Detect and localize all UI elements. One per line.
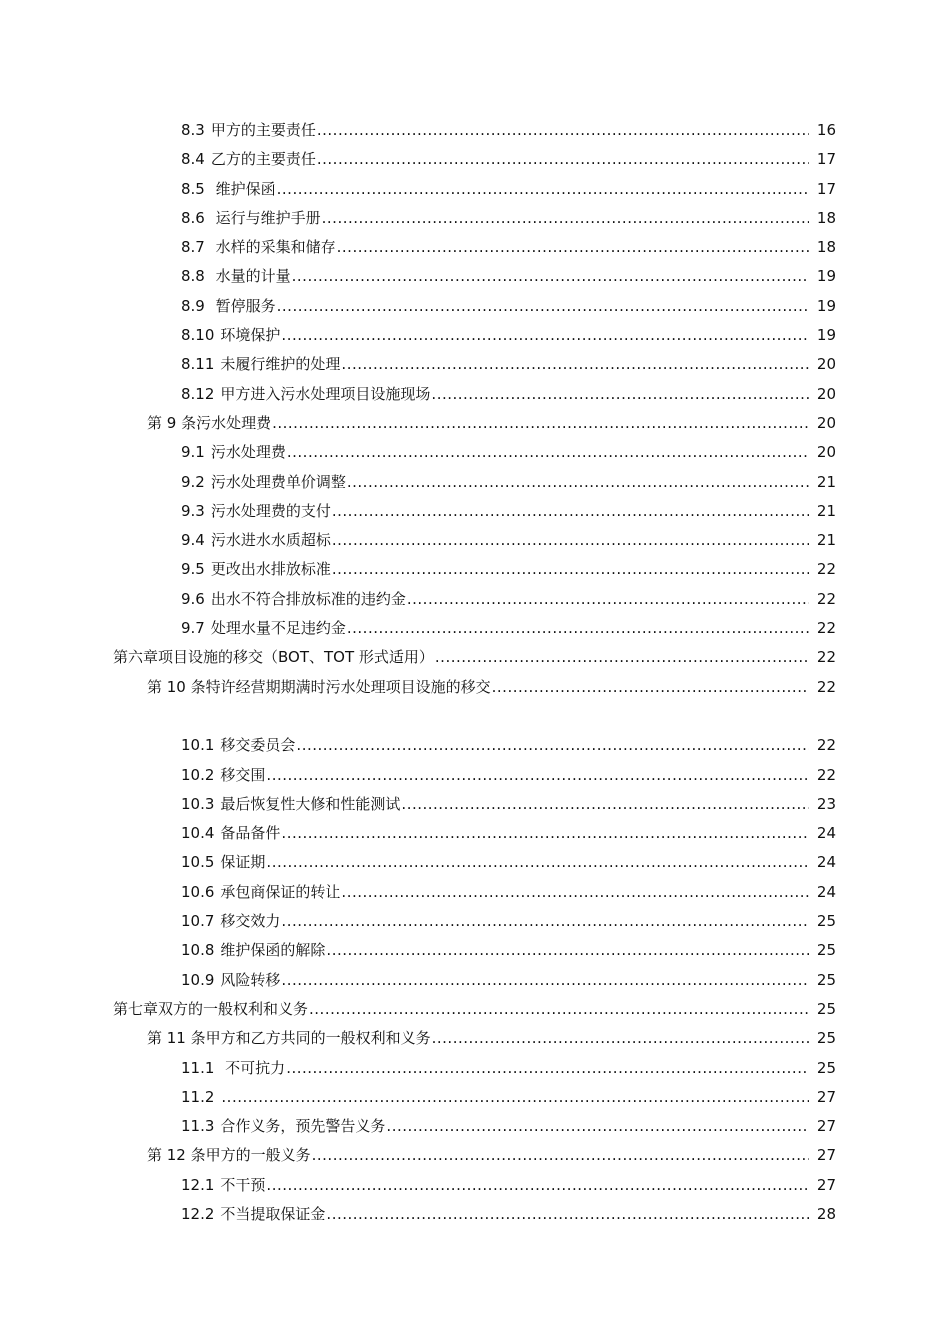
toc-entry[interactable]: [0, 643, 950, 672]
toc-entry-title: 移交效力: [220, 912, 281, 931]
toc-entry-title: 污水进水水质超标: [210, 531, 331, 550]
dot-leader: [272, 409, 809, 438]
toc-entry-number: 9.5: [181, 560, 205, 579]
dot-leader: [309, 995, 809, 1024]
toc-entry-number: 10.2: [181, 765, 215, 784]
toc-entry-text: [181, 585, 406, 614]
dot-leader: [281, 966, 809, 995]
toc-entry-title: 污水处理费单价调整: [210, 472, 346, 491]
toc-entry[interactable]: [0, 555, 950, 584]
toc-entry[interactable]: [0, 409, 950, 438]
toc-entry-title: 风险转移: [220, 970, 281, 989]
toc-entry-title: 甲方进入污水处理项目设施现场: [220, 384, 431, 403]
toc-entry-title: 第 12 条甲方的一般义务: [147, 1146, 311, 1165]
dot-leader: [281, 907, 809, 936]
toc-entry-page-number: 27: [816, 1117, 836, 1136]
toc-entry-page-number: 25: [816, 999, 836, 1018]
dot-leader: [286, 1054, 809, 1083]
toc-entry-title: 合作义务，预先警告义务: [220, 1117, 386, 1136]
toc-entry-title: 运行与维护手册: [210, 208, 321, 227]
dot-leader: [341, 878, 809, 907]
toc-entry-text: [181, 321, 280, 350]
toc-entry-page-number: 24: [816, 824, 836, 843]
toc-entry[interactable]: [0, 1141, 950, 1170]
toc-entry-title: 水量的计量: [210, 267, 291, 286]
toc-entry-page-number: 21: [816, 472, 836, 491]
toc-entry-title: 第七章双方的一般权利和义务: [113, 999, 309, 1018]
toc-entry-title: 第 10 条特许经营期期满时污水处理项目设施的移交: [147, 677, 491, 696]
toc-entry-page-number: 18: [816, 208, 836, 227]
toc-entry-page-number: 23: [816, 794, 836, 813]
toc-entry-title: 处理水量不足违约金: [210, 619, 346, 638]
toc-entry[interactable]: [0, 907, 950, 936]
toc-entry-text: [147, 409, 271, 438]
dot-leader: [281, 819, 809, 848]
toc-entry[interactable]: [0, 614, 950, 643]
toc-entry-text: [181, 1054, 285, 1083]
toc-entry-number: 8.6: [181, 208, 205, 227]
toc-entry-text: [181, 497, 331, 526]
toc-entry-number: 12.2: [181, 1204, 215, 1223]
toc-entry[interactable]: [0, 1024, 950, 1053]
toc-entry-text: [181, 731, 295, 760]
toc-entry-number: 8.9: [181, 296, 205, 315]
toc-entry-title: 暂停服务: [210, 296, 276, 315]
dot-leader: [221, 1083, 809, 1112]
toc-entry-title: 不干预: [220, 1175, 266, 1194]
toc-entry-title: 未履行维护的处理: [220, 355, 341, 374]
toc-entry-number: 9.7: [181, 619, 205, 638]
toc-entry[interactable]: [0, 1054, 950, 1083]
dot-leader: [326, 936, 809, 965]
toc-entry-text: [181, 1200, 325, 1229]
toc-entry[interactable]: [0, 380, 950, 409]
toc-entry-page-number: 20: [816, 413, 836, 432]
toc-entry-number: 10.6: [181, 882, 215, 901]
dot-leader: [326, 1200, 809, 1229]
toc-entry-page-number: 19: [816, 326, 836, 345]
toc-entry-text: [181, 350, 340, 379]
toc-entry-number: 11.2: [181, 1087, 215, 1106]
toc-entry-text: [181, 116, 316, 145]
toc-entry-title: 乙方的主要责任: [210, 150, 316, 169]
toc-entry-title: 第 11 条甲方和乙方共同的一般权利和义务: [147, 1029, 431, 1048]
dot-leader: [296, 731, 809, 760]
dot-leader: [266, 1171, 809, 1200]
toc-entry[interactable]: [0, 819, 950, 848]
toc-entry[interactable]: [0, 995, 950, 1024]
toc-entry-title: 污水处理费的支付: [210, 501, 331, 520]
toc-entry-page-number: 22: [816, 677, 836, 696]
toc-entry[interactable]: [0, 350, 950, 379]
dot-leader: [337, 233, 809, 262]
toc-entry-number: 9.2: [181, 472, 205, 491]
toc-entry-page-number: 20: [816, 355, 836, 374]
toc-entry[interactable]: [0, 1083, 950, 1112]
toc-entry-number: 8.10: [181, 326, 215, 345]
dot-leader: [332, 555, 809, 584]
toc-entry-text: [181, 819, 280, 848]
toc-entry-text: [181, 1083, 220, 1112]
toc-entry-title: 出水不符合排放标准的违约金: [210, 589, 406, 608]
toc-entry[interactable]: [0, 175, 950, 204]
toc-entry[interactable]: [0, 116, 950, 145]
toc-entry-text: [181, 907, 280, 936]
toc-entry-page-number: 16: [816, 121, 836, 139]
toc-entry-text: [113, 643, 434, 672]
toc-entry-number: 10.8: [181, 941, 215, 960]
toc-entry[interactable]: [0, 761, 950, 790]
toc-entry-page-number: 17: [816, 179, 836, 198]
toc-entry-number: 8.7: [181, 238, 205, 257]
dot-leader: [431, 380, 809, 409]
toc-entry-number: 9.6: [181, 589, 205, 608]
toc-entry-text: [181, 555, 331, 584]
toc-entry[interactable]: [0, 321, 950, 350]
toc-entry-page-number: 28: [816, 1204, 836, 1223]
toc-entry-text: [181, 468, 346, 497]
toc-entry-title: 移交围: [220, 765, 266, 784]
toc-entry[interactable]: [0, 936, 950, 965]
toc-entry-text: [147, 1024, 431, 1053]
toc-entry-page-number: 24: [816, 882, 836, 901]
dot-leader: [292, 262, 809, 291]
toc-entry-text: [181, 145, 316, 174]
dot-leader: [266, 761, 809, 790]
toc-entry-page-number: 24: [816, 853, 836, 872]
toc-entry-number: 10.9: [181, 970, 215, 989]
toc-entry-page-number: 22: [816, 648, 836, 667]
toc-entry-page-number: 27: [816, 1146, 836, 1165]
toc-entry-title: 甲方的主要责任: [210, 121, 316, 139]
toc-entry-number: 11.1: [181, 1058, 215, 1077]
toc-entry-page-number: 19: [816, 296, 836, 315]
dot-leader: [492, 673, 809, 702]
dot-leader: [317, 145, 809, 174]
toc-entry[interactable]: [0, 1112, 950, 1141]
dot-leader: [281, 321, 809, 350]
toc-entry[interactable]: [0, 790, 950, 819]
toc-entry-number: 10.1: [181, 736, 215, 755]
toc-entry-number: 9.3: [181, 501, 205, 520]
toc-entry-text: [181, 936, 325, 965]
dot-leader: [277, 175, 809, 204]
toc-entry-number: 10.4: [181, 824, 215, 843]
toc-entry[interactable]: [0, 731, 950, 760]
toc-entry-title: 备品备件: [220, 824, 281, 843]
toc-entry-page-number: 20: [816, 384, 836, 403]
dot-leader: [341, 350, 809, 379]
toc-entry[interactable]: [0, 233, 950, 262]
toc-entry-number: 10.3: [181, 794, 215, 813]
dot-leader: [432, 1024, 809, 1053]
dot-leader: [407, 585, 809, 614]
dot-leader: [287, 438, 809, 467]
toc-entry[interactable]: [0, 526, 950, 555]
toc-entry-title: 维护保函: [210, 179, 276, 198]
toc-entry-page-number: 20: [816, 443, 836, 462]
toc-entry-text: [181, 966, 280, 995]
toc-entry[interactable]: [0, 585, 950, 614]
toc-entry-text: [181, 1112, 385, 1141]
toc-entry-number: 11.3: [181, 1117, 215, 1136]
toc-entry-page-number: 19: [816, 267, 836, 286]
toc-entry-text: [181, 204, 321, 233]
dot-leader: [347, 468, 809, 497]
toc-entry[interactable]: [0, 438, 950, 467]
toc-entry-text: [181, 380, 430, 409]
toc-entry-text: [181, 848, 265, 877]
toc-entry[interactable]: [0, 145, 950, 174]
dot-leader: [317, 116, 809, 145]
toc-entry-page-number: 25: [816, 941, 836, 960]
toc-entry-number: 12.1: [181, 1175, 215, 1194]
toc-entry-number: 9.4: [181, 531, 205, 550]
toc-entry-page-number: 17: [816, 150, 836, 169]
toc-entry-page-number: 21: [816, 501, 836, 520]
toc-entry[interactable]: [0, 673, 950, 732]
toc-entry-title: 保证期: [220, 853, 266, 872]
toc-entry-text: [147, 673, 491, 702]
toc-entry-number: 9.1: [181, 443, 205, 462]
toc-entry[interactable]: [0, 262, 950, 291]
toc-entry-text: [181, 790, 400, 819]
toc-entry-number: 8.3: [181, 121, 205, 139]
dot-leader: [266, 848, 809, 877]
toc-entry-text: [181, 878, 340, 907]
toc-entry[interactable]: [0, 204, 950, 233]
toc-entry-number: 8.5: [181, 179, 205, 198]
dot-leader: [277, 292, 809, 321]
toc-entry-title: 移交委员会: [220, 736, 296, 755]
toc-entry-page-number: 25: [816, 1058, 836, 1077]
toc-entry-title: 最后恢复性大修和性能测试: [220, 794, 401, 813]
toc-entry[interactable]: [0, 848, 950, 877]
dot-leader: [401, 790, 809, 819]
toc-entry-title: 维护保函的解除: [220, 941, 326, 960]
toc-entry[interactable]: [0, 292, 950, 321]
toc-entry-page-number: 27: [816, 1175, 836, 1194]
toc-entry[interactable]: [0, 966, 950, 995]
toc-entry-title: 不当提取保证金: [220, 1204, 326, 1223]
toc-entry-text: [181, 438, 286, 467]
toc-entry-text: [181, 614, 346, 643]
toc-entry[interactable]: [0, 878, 950, 907]
toc-entry-text: [181, 292, 276, 321]
toc-entry-title: 水样的采集和储存: [210, 238, 336, 257]
dot-leader: [386, 1112, 809, 1141]
dot-leader: [312, 1141, 809, 1170]
toc-entry-number: 8.11: [181, 355, 215, 374]
dot-leader: [332, 497, 809, 526]
toc-entry-text: [181, 1171, 265, 1200]
toc-entry-page-number: 18: [816, 238, 836, 257]
toc-entry-page-number: 22: [816, 589, 836, 608]
toc-entry-page-number: 22: [816, 765, 836, 784]
dot-leader: [322, 204, 809, 233]
toc-entry-text: [181, 233, 336, 262]
toc-entry[interactable]: [0, 468, 950, 497]
toc-entry-page-number: 22: [816, 619, 836, 638]
toc-entry-title: 第 9 条污水处理费: [147, 413, 272, 432]
toc-entry-title: 更改出水排放标准: [210, 560, 331, 579]
toc-entry-number: 10.5: [181, 853, 215, 872]
toc-entry-number: 10.7: [181, 912, 215, 931]
toc-entry-page-number: 27: [816, 1087, 836, 1106]
toc-entry-number: 8.8: [181, 267, 205, 286]
toc-entry-text: [147, 1141, 311, 1170]
toc-entry-page-number: 22: [816, 736, 836, 755]
dot-leader: [347, 614, 809, 643]
toc-entry[interactable]: [0, 497, 950, 526]
toc-entry-text: [181, 262, 291, 291]
toc-entry[interactable]: [0, 1200, 950, 1229]
toc-entry-title: 承包商保证的转让: [220, 882, 341, 901]
toc-entry-page-number: 25: [816, 1029, 836, 1048]
dot-leader: [332, 526, 809, 555]
toc-entry[interactable]: [0, 1171, 950, 1200]
toc-entry-page-number: 21: [816, 531, 836, 550]
toc-entry-text: [113, 995, 308, 1024]
toc-entry-page-number: 22: [816, 560, 836, 579]
table-of-contents: [0, 116, 950, 1229]
toc-entry-number: 8.4: [181, 150, 205, 169]
dot-leader: [435, 643, 809, 672]
toc-entry-page-number: 25: [816, 970, 836, 989]
toc-entry-page-number: 25: [816, 912, 836, 931]
toc-entry-text: [181, 526, 331, 555]
toc-entry-title: 污水处理费: [210, 443, 286, 462]
toc-entry-text: [181, 761, 265, 790]
toc-entry-title: 不可抗力: [220, 1058, 286, 1077]
toc-entry-text: [181, 175, 276, 204]
toc-entry-title: 环境保护: [220, 326, 281, 345]
toc-entry-title: 第六章项目设施的移交（BOT、TOT 形式适用）: [113, 648, 434, 667]
toc-entry-number: 8.12: [181, 384, 215, 403]
